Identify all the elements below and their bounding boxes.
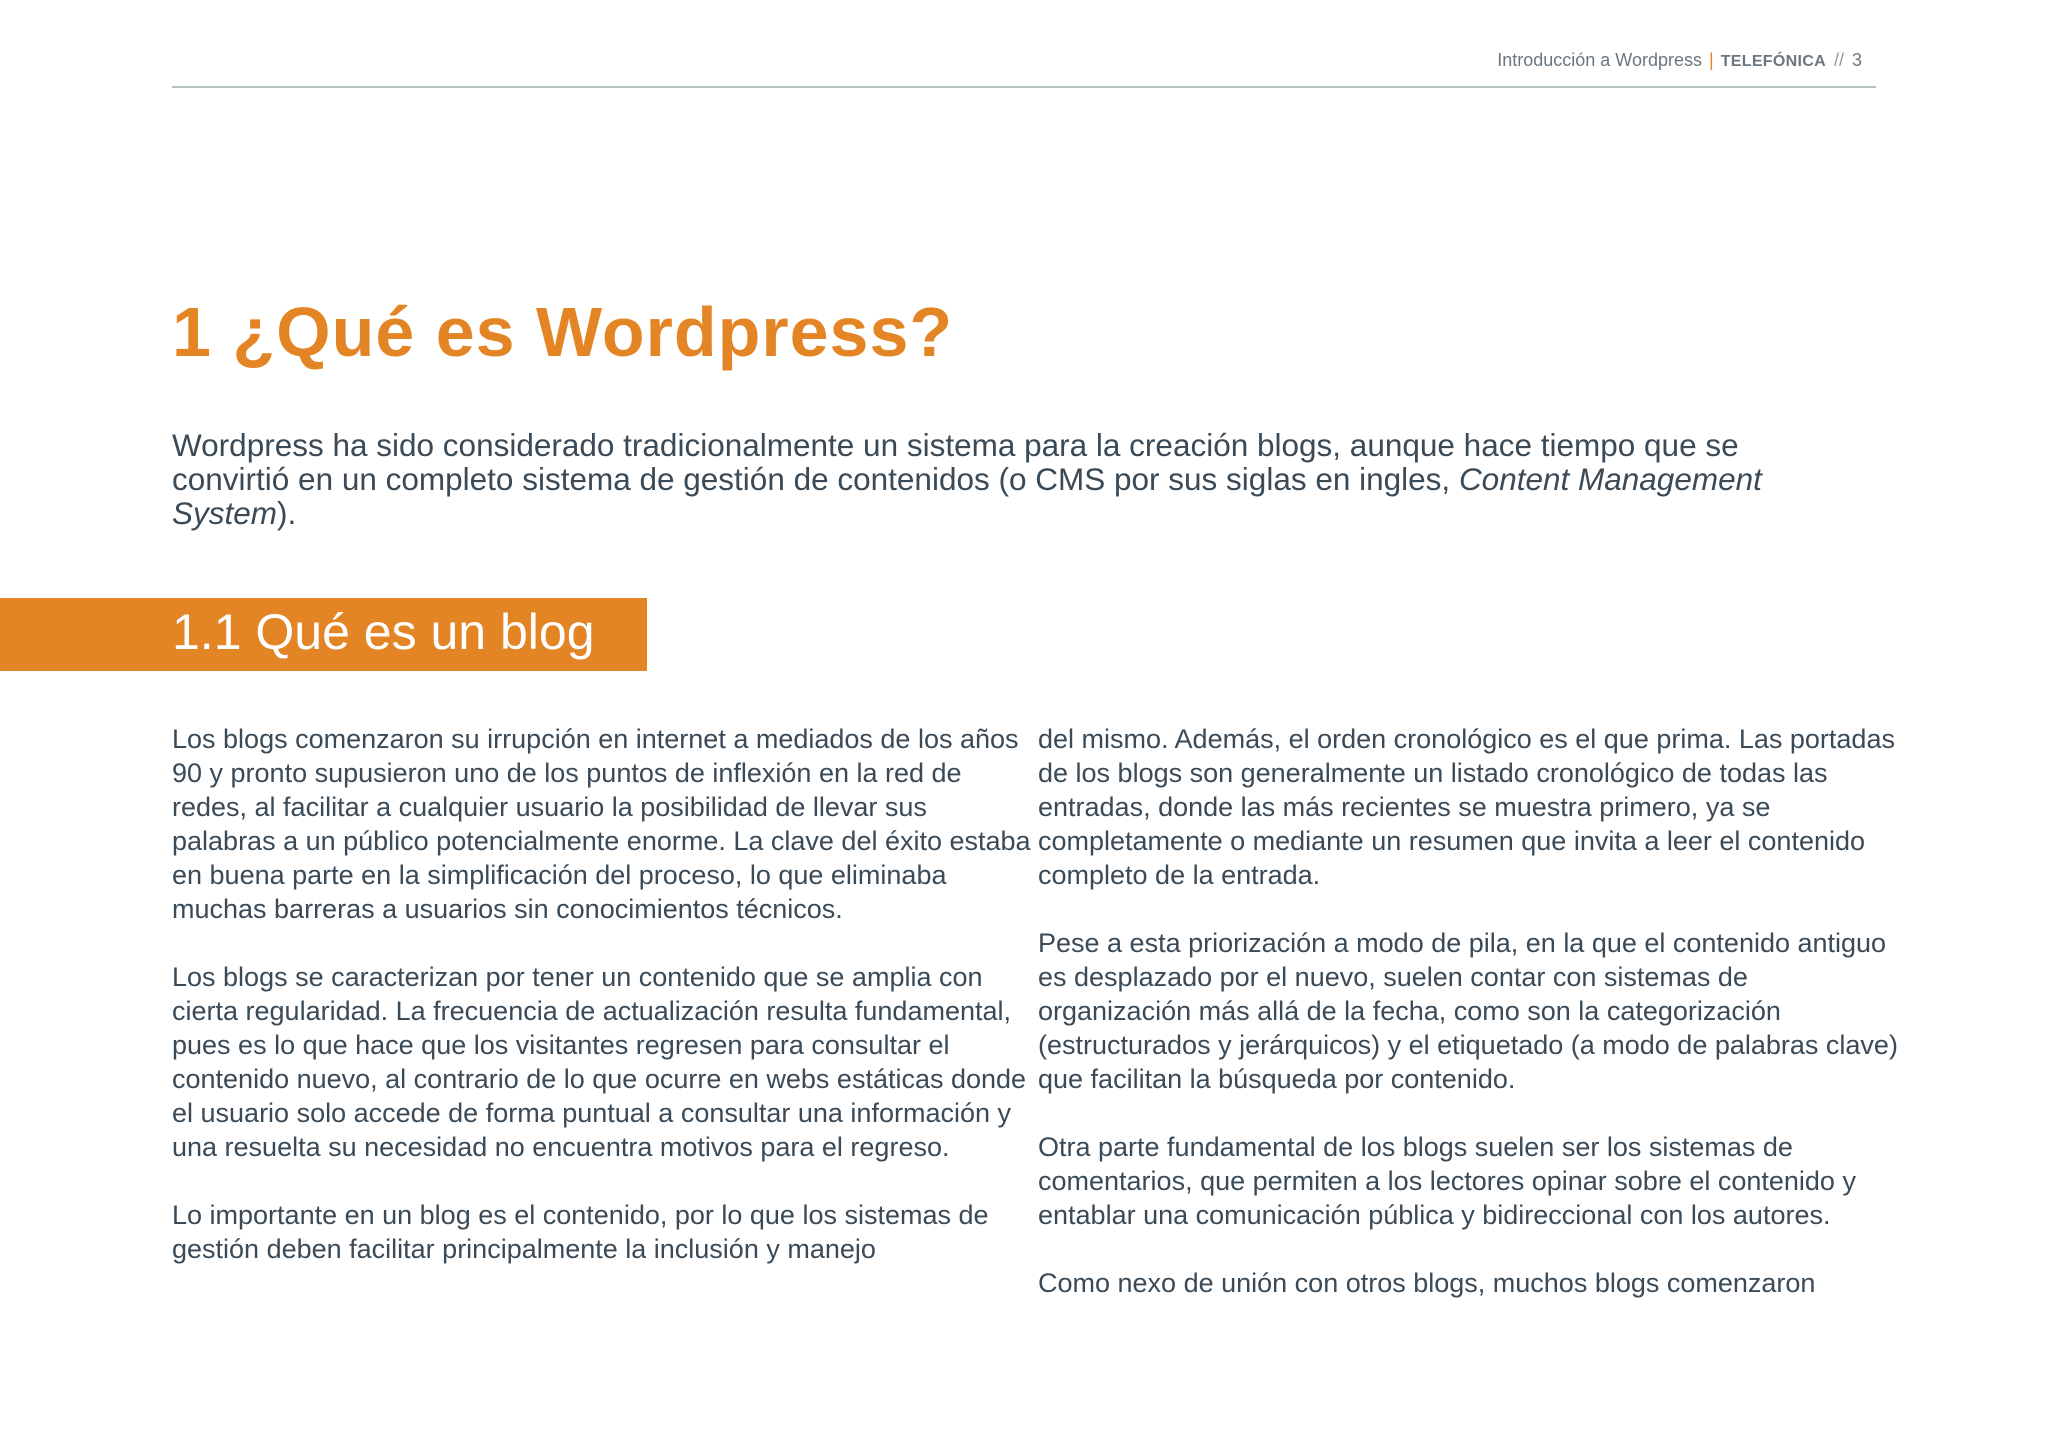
header-slashes: // [1833,50,1844,70]
body-paragraph: Como nexo de unión con otros blogs, muchos blogs comenzaron [1038,1268,1816,1298]
body-paragraph: Lo importante en un blog es el contenido, por lo que los sistemas de gestión deben facilitar principalmente la inclusión y manejo [172,1200,989,1264]
body-paragraph: Otra parte fundamental de los blogs suelen ser los sistemas de comentarios, que permiten a los lectores opinar sobre el contenido y entablar una comunicación pública y bidireccional con los autores. [1038,1132,1856,1230]
body-column-right [1038,722,1898,1334]
intro-text-after: ). [277,495,297,531]
page-number: 3 [1851,50,1862,70]
body-paragraph: del mismo. Además, el orden cronológico es el que prima. Las portadas de los blogs son generalmente un listado cronológico de todas las entradas, donde las más recientes se muestra primero, ya se completamente o mediante un resumen que invita a leer el contenido completo de la entrada. [1038,724,1895,890]
header-separator: | [1709,50,1714,70]
running-header [1497,50,1862,71]
body-paragraph: Los blogs comenzaron su irrupción en internet a mediados de los años 90 y pronto supusieron uno de los puntos de inflexión en la red de redes, al facilitar a cualquier usuario la posibilidad de llevar sus palabras a un público potencialmente enorme. La clave del éxito estaba en buena parte en la simplificación del proceso, lo que eliminaba muchas barreras a usuarios sin conocimientos técnicos. [172,724,1031,924]
body-paragraph: Los blogs se caracterizan por tener un contenido que se amplia con cierta regularidad. La frecuencia de actualización resulta fundamental, pues es lo que hace que los visitantes regresen para consultar el contenido nuevo, al contrario de lo que ocurre en webs estáticas donde el usuario solo accede de forma puntual a consultar una información y una resuelta su necesidad no encuentra motivos para el regreso. [172,962,1027,1162]
body-paragraph: Pese a esta priorización a modo de pila, en la que el contenido antiguo es desplazado por el nuevo, suelen contar con sistemas de organización más allá de la fecha, como son la categorización (estructurados y jerárquicos) y el etiquetado (a modo de palabras clave) que facilitan la búsqueda por contenido. [1038,928,1898,1094]
intro-text-before: Wordpress ha sido considerado tradicionalmente un sistema para la creación blogs, aunque hace tiempo que se convirtió en un completo sistema de gestión de contenidos (o CMS por sus siglas en ingles, [172,427,1739,497]
page-header [172,48,1876,88]
header-doc-title: Introducción a Wordpress [1497,50,1702,70]
intro-paragraph [172,428,1812,530]
section-title: 1.1 Qué es un blog [172,604,595,660]
body-column-left [172,722,1032,1300]
page-title: 1 ¿Qué es Wordpress? [172,293,954,371]
header-company: TELEFÓNICA [1720,53,1826,70]
intro-text-italic: Content Management System [172,461,1762,531]
